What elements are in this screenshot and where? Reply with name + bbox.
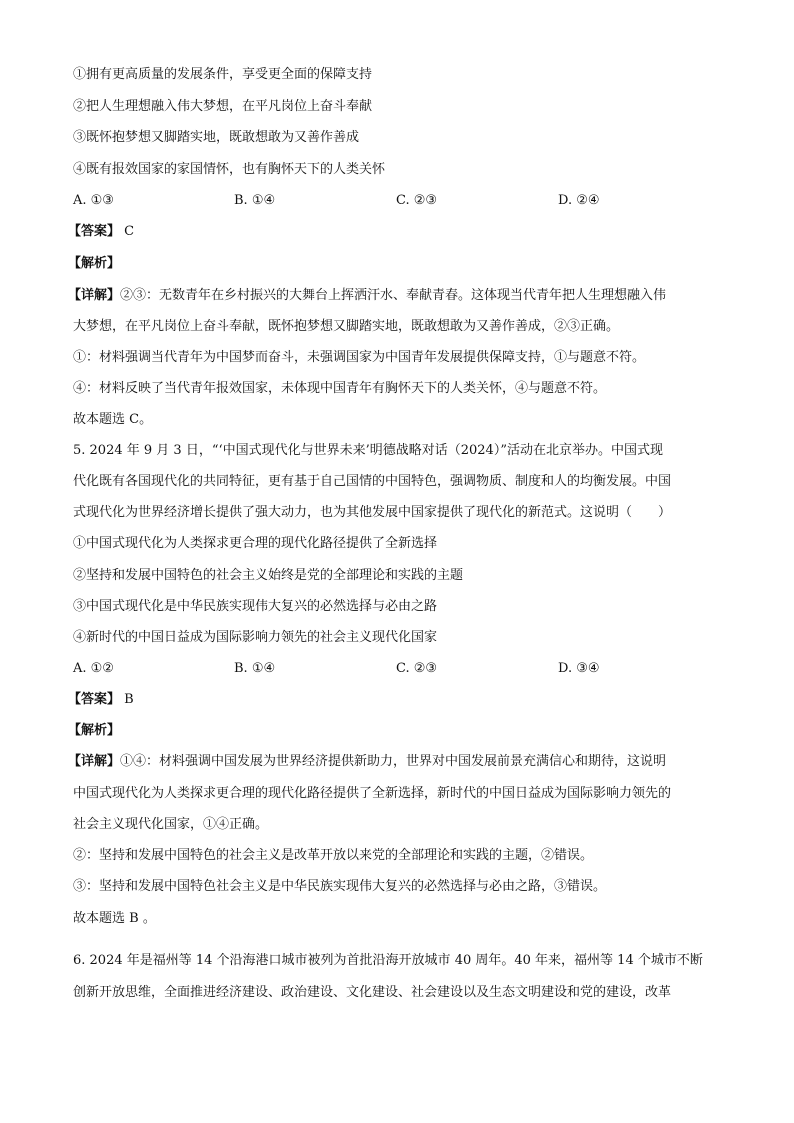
q4-detail-line-2: 大梦想，在平凡岗位上奋斗奉献，既怀抱梦想又脚踏实地，既敢想敢为又善作善成，②③正确。	[73, 319, 620, 334]
q4-conclusion: 故本题选 C。	[73, 412, 153, 427]
q5-statement-2: ②坚持和发展中国特色的社会主义始终是党的全部理论和实践的主题	[73, 568, 464, 583]
q4-option-b: B. ①④	[234, 193, 276, 208]
detail-tag: 【详解】	[68, 754, 121, 769]
q4-statement-4: ④既有报效国家的家国情怀，也有胸怀天下的人类关怀	[73, 162, 386, 177]
q4-detail-line-4: ④：材料反映了当代青年报效国家，未体现中国青年有胸怀天下的人类关怀，④与题意不符。	[73, 381, 607, 396]
answer-tag: 【答案】	[68, 692, 121, 707]
q5-analysis-tag: 【解析】	[68, 723, 121, 738]
q5-detail-line-4: ②：坚持和发展中国特色的社会主义是改革开放以来党的全部理论和实践的主题，②错误。	[73, 848, 594, 863]
q5-stem-line-2: 代化既有各国现代化的共同特征，更有基于自己国情的中国特色，强调物质、制度和人的均衡发展。中国	[73, 474, 672, 489]
q5-detail-line-2: 中国式现代化为人类探求更合理的现代化路径提供了全新选择，新时代的中国日益成为国际影响力领先的	[73, 786, 672, 801]
q5-detail-text-1: ①④：材料强调中国发展为世界经济提供新助力，世界对中国发展前景充满信心和期待，这说明	[120, 754, 667, 769]
q5-detail-line-1	[68, 752, 666, 772]
q5-detail-line-3: 社会主义现代化国家，①④正确。	[73, 817, 269, 832]
q5-statement-3: ③中国式现代化是中华民族实现伟大复兴的必然选择与必由之路	[73, 599, 438, 614]
answer-value: C	[124, 224, 135, 239]
q5-option-d: D. ③④	[558, 661, 600, 676]
q4-detail-line-3: ①：材料强调当代青年为中国梦而奋斗，未强调国家为中国青年发展提供保障支持，①与题意不符。	[73, 350, 646, 365]
q4-statement-2: ②把人生理想融入伟大梦想，在平凡岗位上奋斗奉献	[73, 99, 373, 114]
q5-statement-1: ①中国式现代化为人类探求更合理的现代化路径提供了全新选择	[73, 536, 438, 551]
q4-statement-3: ③既怀抱梦想又脚踏实地，既敢想敢为又善作善成	[73, 130, 360, 145]
q4-option-a: A. ①③	[73, 193, 114, 208]
q5-detail-line-5: ③：坚持和发展中国特色社会主义是中华民族实现伟大复兴的必然选择与必由之路，③错误。	[73, 879, 607, 894]
q5-option-a: A. ①②	[73, 661, 114, 676]
q4-option-c: C. ②③	[396, 193, 438, 208]
q4-detail-line-1	[68, 286, 666, 306]
q4-statement-1: ①拥有更高质量的发展条件，享受更全面的保障支持	[73, 67, 373, 82]
detail-tag: 【详解】	[68, 288, 121, 303]
q5-stem-line-3: 式现代化为世界经济增长提供了强大动力，也为其他发展中国家提供了现代化的新范式。这说明（ ）	[73, 505, 672, 520]
q5-options	[73, 659, 733, 679]
q4-detail-text-1: ②③：无数青年在乡村振兴的大舞台上挥洒汗水、奉献青春。这体现当代青年把人生理想融入伟	[120, 288, 667, 303]
q4-options	[73, 191, 733, 211]
q5-option-b: B. ①④	[234, 661, 276, 676]
q5-option-c: C. ②③	[396, 661, 438, 676]
q4-answer	[68, 222, 134, 242]
answer-value: B	[124, 692, 134, 707]
q4-analysis-tag: 【解析】	[68, 256, 121, 271]
q6-stem-line-2: 创新开放思维，全面推进经济建设、政治建设、文化建设、社会建设以及生态文明建设和党的建设，改革	[73, 985, 672, 1000]
q5-statement-4: ④新时代的中国日益成为国际影响力领先的社会主义现代化国家	[73, 630, 438, 645]
q5-answer	[68, 690, 134, 710]
q6-stem-line-1: 6. 2024 年是福州等 14 个沿海港口城市被列为首批沿海开放城市 40 周年。40 年来，福州等 14 个城市不断	[73, 953, 703, 968]
q5-conclusion: 故本题选 B 。	[73, 911, 156, 926]
q5-stem-line-1: 5. 2024 年 9 月 3 日，“‘中国式现代化与世界未来’明德战略对话（2024）”活动在北京举办。中国式现	[73, 443, 663, 458]
answer-tag: 【答案】	[68, 224, 121, 239]
q4-option-d: D. ②④	[558, 193, 600, 208]
